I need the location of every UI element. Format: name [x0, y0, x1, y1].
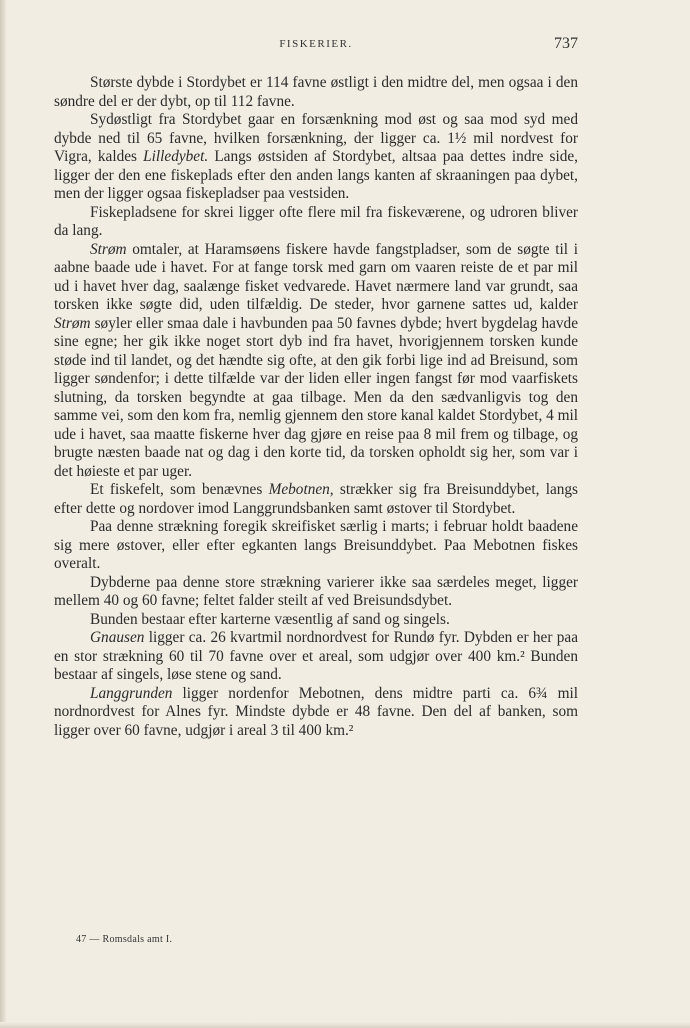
text-run: ligger nordenfor Mebotnen, dens midtre parti ca. 6¾ mil nordnordvest for Alnes fyr. Mindste dybde er 48 favne. Den del af banken, som ligger over 60 favne, udgjør i areal 3 til 400 km.²: [54, 684, 578, 739]
text-run: søyler eller smaa dale i havbunden paa 50 favnes dybde; hvert bygdelag havde sine egne; her gik ikke noget stort dyb ind fra havet, hvorigjennem torsken kunde støde ind til landet, og det hændte sig ofte, at den gik forbi lige ind ad Breisund, som ligger søndenfor; i dette tilfælde var der liden eller ingen fangst før mod vaarfiskets slutning, da torsken begyndte at gaa tilbage. Men da den sædvanligvis tog den samme vei, som den kom fra, nemlig gjennem den store kanal kaldet Stordybet, 4 mil ude i havet, saa maatte fiskerne hver dag gjøre en reise paa 8 mil frem og tilbage, og brugte næsten baade nat og dag i den korte tid, da torsken opholdt sig her, som var i det høieste et par uger.: [54, 314, 578, 480]
paragraph: [54, 241, 578, 482]
paragraph: [54, 481, 578, 518]
italic-term: Gnausen: [90, 629, 145, 646]
italic-term: Strøm: [54, 314, 91, 332]
text-run: Dybderne paa denne store strækning varierer ikke saa særdeles meget, ligger mellem 40 og 60 favne; feltet falder steilt af ved Breisundsdybet.: [54, 573, 578, 609]
page-edge: [0, 0, 6, 1028]
text-run: Største dybde i Stordybet er 114 favne østligt i den midtre del, men ogsaa i den søndre del er der dybt, op til 112 favne.: [54, 74, 578, 110]
page-header: [54, 35, 578, 58]
paragraph: [54, 685, 578, 741]
text-run: Fiskepladsene for skrei ligger ofte flere mil fra fiskeværene, og udroren bliver da lang.: [54, 203, 578, 239]
paragraph: [54, 518, 578, 574]
text-run: Bunden bestaar efter karterne væsentlig af sand og singels.: [90, 610, 450, 628]
page-bottom-edge: [0, 1022, 690, 1028]
text-run: ligger ca. 26 kvartmil nordnordvest for Rundø fyr. Dybden er her paa en stor strækning 60 til 70 favne over et areal, som udgjør over 400 km.² Bunden bestaar af singels, løse stene og sand.: [54, 629, 578, 683]
paragraph: [54, 111, 578, 204]
text-run: Sydøstligt fra Stordybet gaar en forsænkning mod øst og saa mod syd med dybde ned til 65 favne, hvilken forsænkning, der ligger ca. 1½ mil nordvest for Vigra, kaldes: [54, 111, 578, 165]
paragraph: [54, 574, 578, 611]
text-run: Et fiskefelt, som benævnes: [90, 481, 269, 498]
italic-term: Langgrunden: [90, 684, 173, 702]
paragraph: [54, 74, 578, 111]
italic-term: Strøm: [90, 240, 127, 258]
italic-term: Mebotnen,: [268, 481, 334, 498]
signature-footnote: 47 — Romsdals amt I.: [76, 934, 173, 945]
paragraph: [54, 629, 578, 685]
page-number: 737: [554, 35, 578, 52]
paragraph: [54, 611, 578, 630]
text-run: strækker sig fra Breisunddybet, langs efter dette og nordover imod Langgrundsbanken samt østover til Stordybet.: [54, 481, 578, 517]
italic-term: Lilledybet.: [143, 148, 209, 165]
text-run: omtaler, at Haramsøens fiskere havde fangstpladser, som de søgte til i aabne baade ude i havet. For at fange torsk med garn om vaaren reiste de et par mil ud i havet hver dag, saalænge fisket vedvarede. Havet nærmere land var grundt, saa torsken ikke søgte did, uden tilfældig. De steder, hvor garnene sattes ud, kalder: [54, 240, 578, 313]
text-run: Paa denne strækning foregik skreifisket særlig i marts; i februar holdt baadene sig mere østover, eller efter egkanten langs Breisunddybet. Paa Mebotnen fiskes overalt.: [54, 518, 578, 572]
text-run: Langs østsiden af Stordybet, altsaa paa dettes indre side, ligger der den ene fiskeplads efter den anden langs kanten af skraaningen paa dybet, men der ligger ogsaa fiskepladser paa vestsiden.: [54, 148, 578, 202]
paragraph: [54, 204, 578, 241]
running-head: FISKERIER.: [279, 38, 353, 50]
body-text: [54, 74, 578, 740]
